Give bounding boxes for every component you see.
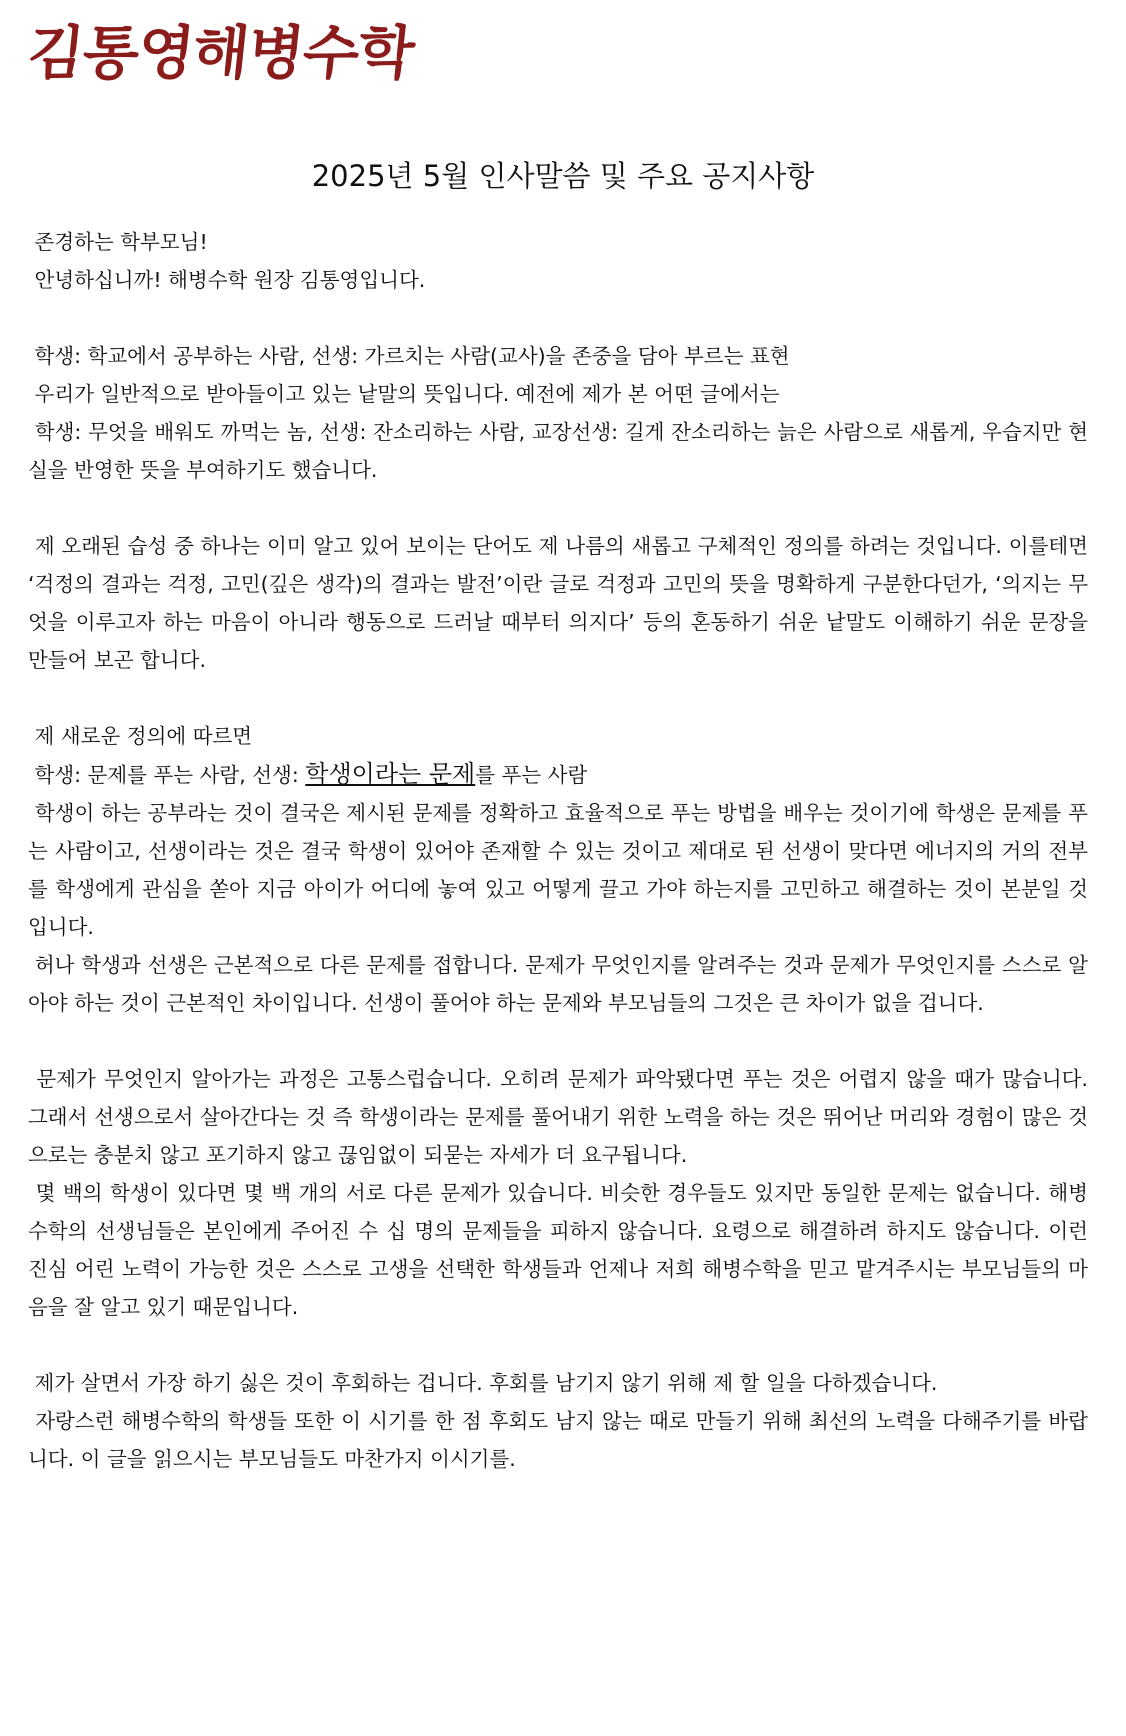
paragraph: 허나 학생과 선생은 근본적으로 다른 문제를 접합니다. 문제가 무엇인지를 알려주는 것과 문제가 무엇인지를 스스로 알아야 하는 것이 근본적인 차이입니다. 선생이 풀어야 하는 문제와 부모님들의 그것은 큰 차이가 없을 겁니다. <box>28 953 1088 1015</box>
blank-line <box>28 1326 1088 1364</box>
notice-title: 2025년 5월 인사말씀 및 주요 공지사항 <box>311 159 815 193</box>
definition-suffix: 를 푸는 사람 <box>475 763 588 787</box>
paragraph: 제 오래된 습성 중 하나는 이미 알고 있어 보이는 단어도 제 나름의 새롭고 구체적인 정의를 하려는 것입니다. 이를테면 ‘걱정의 결과는 걱정, 고민(깊은 생각)의 결과는 발전’이란 글로 걱정과 고민의 뜻을 명확하게 구분한다던가, ‘의지는 무엇을 이루고자 하는 마음이 아니라 행동으로 드러날 때부터 의지다’ 등의 혼동하기 쉬운 낱말도 이해하기 쉬운 문장을 만들어 보곤 합니다. <box>28 534 1095 672</box>
blank-line <box>28 679 1088 717</box>
paragraph: 학생: 무엇을 배워도 까먹는 놈, 선생: 잔소리하는 사람, 교장선생: 길게 잔소리하는 늙은 사람으로 새롭게, 우습지만 현실을 반영한 뜻을 부여하기도 했습니다. <box>28 420 1088 482</box>
academy-logo: 김통영해병수학 <box>24 19 417 87</box>
paragraph: 우리가 일반적으로 받아들이고 있는 낱말의 뜻입니다. 예전에 제가 본 어떤 글에서는 <box>28 382 780 406</box>
blank-line <box>28 1022 1088 1060</box>
definition-prefix: 학생: 문제를 푸는 사람, 선생: <box>28 763 306 787</box>
definition-line <box>28 755 1088 794</box>
paragraph: 제가 살면서 가장 하기 싫은 것이 후회하는 겁니다. 후회를 남기지 않기 위해 제 할 일을 다하겠습니다. <box>28 1371 938 1395</box>
paragraph: 학생: 학교에서 공부하는 사람, 선생: 가르치는 사람(교사)을 존중을 담아 부르는 표현 <box>28 344 790 368</box>
notice-body <box>28 223 1095 1478</box>
paragraph: 존경하는 학부모님! <box>28 230 208 254</box>
paragraph: 몇 백의 학생이 있다면 몇 백 개의 서로 다른 문제가 있습니다. 비슷한 경우들도 있지만 동일한 문제는 없습니다. 해병수학의 선생님들은 본인에게 주어진 수 십 명의 문제들을 피하지 않습니다. 요령으로 해결하려 하지도 않습니다. 이런 진심 어린 노력이 가능한 것은 스스로 고생을 선택한 학생들과 언제나 저희 해병수학을 믿고 맡겨주시는 부모님들의 마음을 잘 알고 있기 때문입니다. <box>28 1181 1095 1319</box>
paragraph: 안녕하십니까! 해병수학 원장 김통영입니다. <box>28 268 426 292</box>
paragraph: 학생이 하는 공부라는 것이 결국은 제시된 문제를 정확하고 효율적으로 푸는 방법을 배우는 것이기에 학생은 문제를 푸는 사람이고, 선생이라는 것은 결국 학생이 있어야 존재할 수 있는 것이고 제대로 된 선생이 맞다면 에너지의 거의 전부를 학생에게 관심을 쏟아 지금 아이가 어디에 놓여 있고 어떻게 끌고 가야 하는지를 고민하고 해결하는 것이 본분일 것입니다. <box>28 801 1088 939</box>
blank-line <box>28 299 1088 337</box>
definition-underlined: 학생이라는 문제 <box>305 760 476 788</box>
paragraph: 제 새로운 정의에 따르면 <box>28 724 253 748</box>
paragraph: 자랑스런 해병수학의 학생들 또한 이 시기를 한 점 후회도 남지 않는 때로 만들기 위해 최선의 노력을 다해주기를 바랍니다. 이 글을 읽으시는 부모님들도 마찬가지 이시기를. <box>28 1409 1088 1471</box>
blank-line <box>28 489 1088 527</box>
paragraph: 문제가 무엇인지 알아가는 과정은 고통스럽습니다. 오히려 문제가 파악됐다면 푸는 것은 어렵지 않을 때가 많습니다. 그래서 선생으로서 살아간다는 것 즉 학생이라는 문제를 풀어내기 위한 노력을 하는 것은 뛰어난 머리와 경험이 많은 것으로는 충분치 않고 포기하지 않고 끊임없이 되묻는 자세가 더 요구됩니다. <box>28 1067 1095 1167</box>
